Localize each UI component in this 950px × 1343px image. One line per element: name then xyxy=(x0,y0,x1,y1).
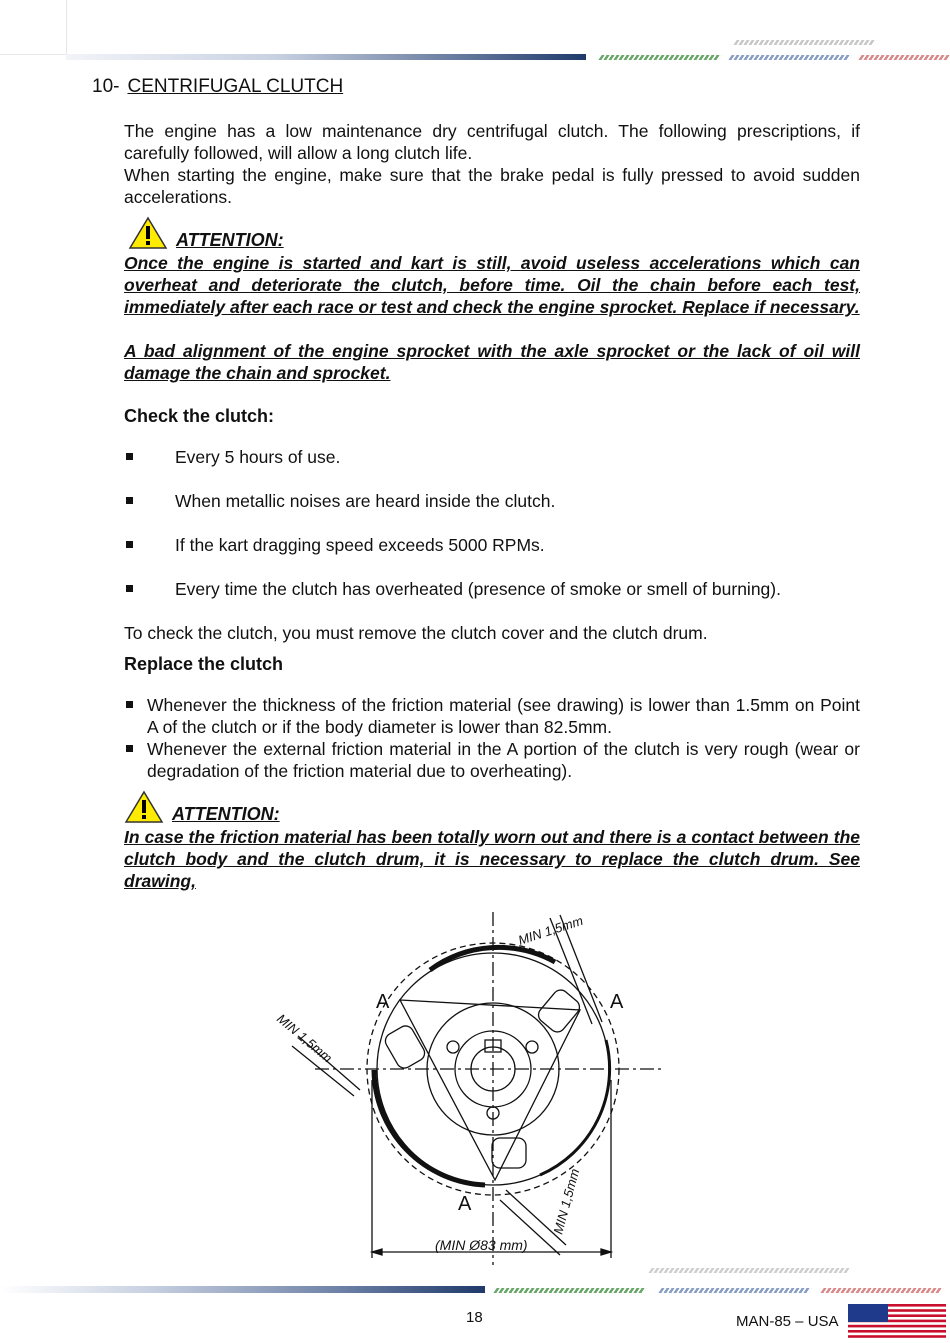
bullet-icon xyxy=(126,497,133,504)
min-label-bottom: MIN 1,5mm xyxy=(550,1167,583,1236)
point-a-label: A xyxy=(376,991,390,1013)
check-heading: Check the clutch: xyxy=(124,406,275,426)
list-item: Every time the clutch has overheated (presence of smoke or smell of burning). xyxy=(175,579,781,599)
list-item: If the kart dragging speed exceeds 5000 RPMs. xyxy=(175,535,545,555)
header-rule xyxy=(66,54,586,60)
list-item: When metallic noises are heard inside the clutch. xyxy=(175,491,556,511)
list-item: Whenever the external friction material in the A portion of the clutch is very rough (wear or degradation of the friction material due to overheating). xyxy=(147,739,860,781)
list-item: Every 5 hours of use. xyxy=(175,447,341,467)
attention-text-3: In case the friction material has been totally worn out and there is a contact between the clutch body and the clutch drum, it is necessary to replace the clutch drum. See drawing, xyxy=(124,827,860,891)
page-corner xyxy=(0,0,67,55)
point-a-label: A xyxy=(458,1193,472,1215)
replace-heading: Replace the clutch xyxy=(124,654,284,674)
warning-triangle-icon xyxy=(128,216,168,250)
bullet-icon xyxy=(126,585,133,592)
clutch-drawing xyxy=(270,900,670,1270)
attention-text-1: Once the engine is started and kart is still, avoid useless accelerations which can overheat and deteriorate the clutch, before time. Oil the chain before each test, immediately after each race or test and check the engine sprocket. Replace if necessary. xyxy=(124,253,860,317)
document-code: MAN-85 – USA xyxy=(736,1313,839,1330)
diameter-label: (MIN Ø83 mm) xyxy=(435,1237,528,1253)
attention-label-2: ATTENTION: xyxy=(172,804,280,824)
intro-paragraph-1: The engine has a low maintenance dry centrifugal clutch. The following prescriptions, if carefully followed, will allow a long clutch life. xyxy=(124,121,860,163)
warning-triangle-icon xyxy=(124,790,164,824)
point-a-label: A xyxy=(610,991,624,1013)
bullet-icon xyxy=(126,745,133,752)
min-label-left: MIN 1,5mm xyxy=(274,1010,336,1066)
min-label-top: MIN 1,5mm xyxy=(516,912,585,948)
check-note: To check the clutch, you must remove the clutch cover and the clutch drum. xyxy=(124,623,708,643)
us-flag-icon xyxy=(848,1304,946,1338)
attention-text-2: A bad alignment of the engine sprocket with the axle sprocket or the lack of oil will damage the chain and sprocket. xyxy=(124,341,860,383)
footer-rule xyxy=(0,1286,485,1293)
page-number: 18 xyxy=(466,1309,483,1326)
section-title-text: CENTRIFUGAL CLUTCH xyxy=(127,76,344,97)
attention-label-1: ATTENTION: xyxy=(176,230,284,250)
section-number: 10- xyxy=(92,76,120,97)
bullet-icon xyxy=(126,701,133,708)
bullet-icon xyxy=(126,453,133,460)
intro-paragraph-2: When starting the engine, make sure that the brake pedal is fully pressed to avoid sudden accelerations. xyxy=(124,165,860,207)
bullet-icon xyxy=(126,541,133,548)
list-item: Whenever the thickness of the friction material (see drawing) is lower than 1.5mm on Point A of the clutch or if the body diameter is lower than 82.5mm. xyxy=(147,695,860,737)
section-title xyxy=(92,76,343,98)
